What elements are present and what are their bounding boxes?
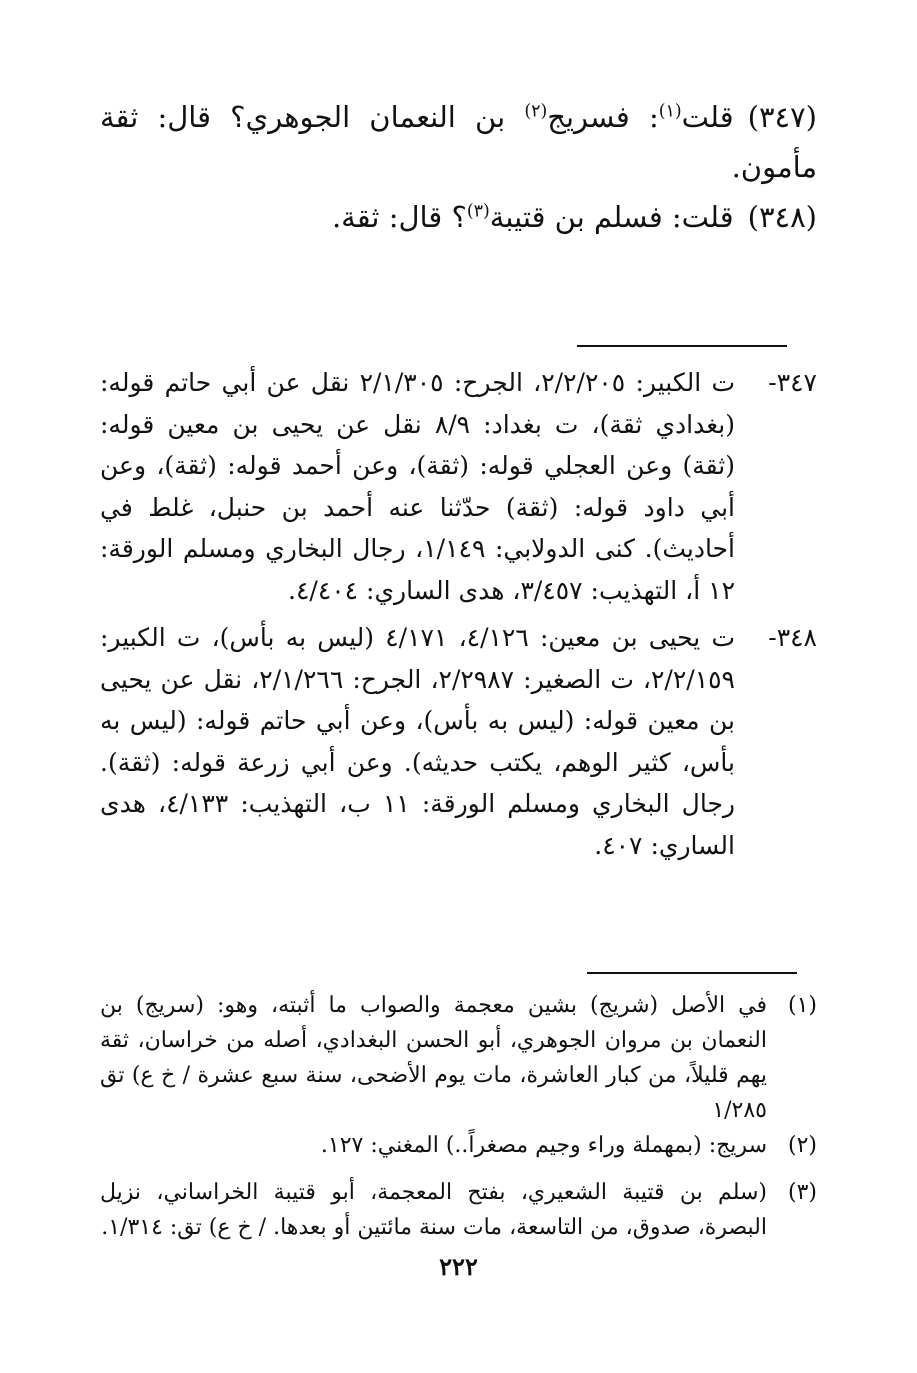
footnote-number: (١) xyxy=(787,993,817,1018)
note-number: ٣٤٨- xyxy=(768,623,817,652)
main-text xyxy=(100,92,817,242)
footnote-text: سريج: (بمهملة وراء وجيم مصغراً..) المغني: ١٢٧. xyxy=(320,1133,767,1158)
footnote-2 xyxy=(100,1128,817,1163)
footnote-3 xyxy=(100,1175,817,1245)
footnote-number: (٣) xyxy=(787,1180,817,1205)
notes-divider xyxy=(577,345,787,347)
entry-text: : فسريج xyxy=(547,100,659,134)
footnotes-section xyxy=(100,988,817,1245)
entry-text: قلت xyxy=(681,100,734,134)
footnote-1 xyxy=(100,988,817,1128)
footnote-text: (سلم بن قتيبة الشعيري، بفتح المعجمة، أبو قتيبة الخراساني، نزيل البصرة، صدوق، من التاسعة، مات سنة مائتين أو بعدها. / خ ع) تق: ١/٣١٤. xyxy=(100,1180,767,1240)
footnote-ref: (١) xyxy=(658,101,682,122)
note-348 xyxy=(100,617,817,866)
footnotes-divider xyxy=(587,972,797,974)
entry-348 xyxy=(100,192,817,242)
entry-text: قلت: فسلم بن قتيبة xyxy=(489,200,734,234)
entry-number: (٣٤٨) xyxy=(747,200,817,234)
entry-347 xyxy=(100,92,817,192)
note-text: ت الكبير: ٢/٢/٢٠٥، الجرح: ٢/١/٣٠٥ نقل عن أبي حاتم قوله: (بغدادي ثقة)، ت بغداد: ٨/٩ نقل عن يحيى بن معين قوله: (ثقة) وعن العجلي قوله: (ثقة)، وعن أحمد قوله: (ثقة)، وعن أبي داود قوله: (ثقة) حدّثنا عنه أحمد بن حنبل، غلط في أحاديث). كنى الدولابي: ١/١٤٩، رجال البخاري ومسلم الورقة: ١٢ أ، التهذيب: ٣/٤٥٧، هدى الساري: ٤/٤٠٤. xyxy=(100,368,735,605)
notes-section xyxy=(100,362,817,866)
footnote-number: (٢) xyxy=(787,1133,817,1158)
footnote-ref: (٣) xyxy=(466,201,490,222)
entry-text: ؟ قال: ثقة. xyxy=(331,200,467,234)
page-number: ٢٢٢ xyxy=(439,1252,478,1281)
note-347 xyxy=(100,362,817,611)
note-number: ٣٤٧- xyxy=(768,368,817,397)
entry-text: بن النعمان الجوهري؟ قال: ثقة مأمون. xyxy=(100,100,817,184)
note-text: ت يحيى بن معين: ٤/١٢٦، ٤/١٧١ (ليس به بأس)، ت الكبير: ٢/٢/١٥٩، ت الصغير: ٢/٢٩٨٧، الجرح: ٢/١/٢٦٦، نقل عن يحيى بن معين قوله: (ليس به بأس)، وعن أبي حاتم قوله: (ليس به بأس، كثير الوهم، يكتب حديثه). وعن أبي زرعة قوله: (ثقة). رجال البخاري ومسلم الورقة: ١١ ب، التهذيب: ٤/١٣٣، هدى الساري: ٤٠٧. xyxy=(100,623,735,860)
entry-number: (٣٤٧) xyxy=(747,100,817,134)
footnote-text: في الأصل (شريج) بشين معجمة والصواب ما أثبته، وهو: (سريج) بن النعمان بن مروان الجوهري، أبو الحسن البغدادي، أصله من خراسان، ثقة يهم قليلاً، من كبار العاشرة، مات يوم الأضحى، سنة سبع عشرة / خ ع) تق ١/٢٨٥ xyxy=(100,993,767,1123)
footnote-ref: (٢) xyxy=(524,101,548,122)
